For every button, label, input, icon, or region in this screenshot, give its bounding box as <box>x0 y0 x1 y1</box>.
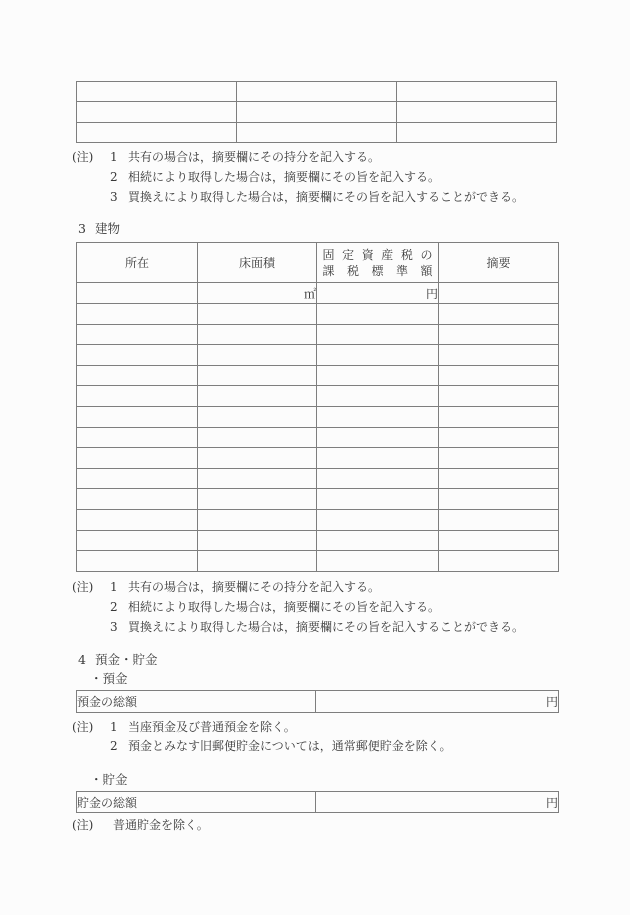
header-tax-line2: 課税標準額 <box>322 263 433 278</box>
empty-cell <box>198 510 317 531</box>
note-text: 預金とみなす旧郵便貯金については，通常郵便貯金を除く。 <box>128 739 452 753</box>
note-number: 3 <box>110 620 118 634</box>
empty-cell <box>317 489 439 510</box>
empty-cell <box>77 102 237 122</box>
empty-cell <box>439 345 559 366</box>
empty-cell <box>77 407 198 428</box>
empty-cell <box>198 386 317 407</box>
empty-cell <box>198 489 317 510</box>
note-prefix-label: (注) <box>72 150 94 164</box>
empty-cell <box>77 324 198 345</box>
empty-row <box>77 82 557 102</box>
empty-row <box>77 324 559 345</box>
empty-cell <box>77 551 198 572</box>
section-title: 建物 <box>95 221 121 236</box>
empty-cell <box>317 386 439 407</box>
empty-row <box>77 510 559 531</box>
empty-cell <box>439 386 559 407</box>
note-line <box>72 597 524 617</box>
empty-row <box>77 122 557 142</box>
unit-square-meters: ㎡ <box>198 283 317 304</box>
empty-cell <box>198 448 317 469</box>
deposit-total-row <box>77 691 559 713</box>
header-property-tax-base <box>317 243 439 283</box>
empty-cell <box>77 283 198 304</box>
empty-cell <box>317 468 439 489</box>
note-line <box>72 617 524 637</box>
empty-cell <box>77 489 198 510</box>
empty-cell <box>439 324 559 345</box>
empty-row <box>77 304 559 325</box>
empty-cell <box>237 82 397 102</box>
empty-cell <box>77 82 237 102</box>
land-notes <box>72 147 524 207</box>
header-location: 所在 <box>77 243 198 283</box>
note-text: 相続により取得した場合は，摘要欄にその旨を記入する。 <box>128 600 441 614</box>
note-prefix-label: (注) <box>72 580 94 594</box>
note-line <box>72 187 524 207</box>
note-text: 普通貯金を除く。 <box>113 818 209 832</box>
empty-cell <box>317 427 439 448</box>
note-line <box>72 815 209 835</box>
header-floor-area: 床面積 <box>198 243 317 283</box>
note-text: 当座預金及び普通預金を除く。 <box>128 720 296 734</box>
note-number: 2 <box>110 170 118 184</box>
empty-cell <box>198 551 317 572</box>
empty-cell <box>397 82 557 102</box>
savings-total-value-yen: 円 <box>316 792 559 813</box>
sub-heading-savings: ・貯金 <box>90 772 128 787</box>
note-text: 共有の場合は，摘要欄にその持分を記入する。 <box>128 580 381 594</box>
empty-cell <box>237 102 397 122</box>
note-number: 1 <box>110 150 118 164</box>
empty-cell <box>317 448 439 469</box>
empty-cell <box>198 345 317 366</box>
empty-cell <box>77 448 198 469</box>
empty-cell <box>77 365 198 386</box>
empty-cell <box>198 530 317 551</box>
note-text: 共有の場合は，摘要欄にその持分を記入する。 <box>128 150 381 164</box>
empty-row <box>77 448 559 469</box>
savings-total-table <box>76 791 559 813</box>
empty-cell <box>397 122 557 142</box>
section-number: 4 <box>78 652 86 667</box>
note-prefix-label: (注) <box>72 720 94 734</box>
note-text: 相続により取得した場合は，摘要欄にその旨を記入する。 <box>128 170 441 184</box>
empty-row <box>77 345 559 366</box>
empty-cell <box>439 365 559 386</box>
empty-cell <box>77 530 198 551</box>
empty-row <box>77 407 559 428</box>
section-number: 3 <box>78 221 86 236</box>
empty-cell <box>77 304 198 325</box>
header-tax-line1: 固定資産税の <box>322 247 433 262</box>
deposit-notes <box>72 718 452 756</box>
empty-cell <box>397 102 557 122</box>
empty-cell <box>317 345 439 366</box>
note-text: 買換えにより取得した場合は，摘要欄にその旨を記入することができる。 <box>128 190 525 204</box>
empty-cell <box>439 489 559 510</box>
empty-cell <box>77 427 198 448</box>
empty-cell <box>77 122 237 142</box>
note-text: 買換えにより取得した場合は，摘要欄にその旨を記入することができる。 <box>128 620 525 634</box>
empty-cell <box>317 304 439 325</box>
savings-total-label: 貯金の総額 <box>77 792 316 813</box>
note-number: 1 <box>110 580 118 594</box>
buildings-table <box>76 242 559 572</box>
note-number: 2 <box>110 739 118 753</box>
land-table-continuation <box>76 81 557 143</box>
note-prefix-spacer <box>72 167 110 187</box>
empty-cell <box>439 551 559 572</box>
note-prefix-spacer <box>72 187 110 207</box>
section-title: 預金・貯金 <box>95 652 158 667</box>
deposit-total-table <box>76 690 559 713</box>
deposit-total-value-yen: 円 <box>316 691 559 713</box>
empty-cell <box>439 530 559 551</box>
empty-cell <box>317 407 439 428</box>
empty-cell <box>198 407 317 428</box>
note-number: 3 <box>110 190 118 204</box>
empty-cell <box>317 551 439 572</box>
section-heading-buildings <box>78 221 120 237</box>
deposit-total-label: 預金の総額 <box>77 691 316 713</box>
note-prefix-spacer <box>72 617 110 637</box>
empty-cell <box>439 448 559 469</box>
empty-cell <box>317 324 439 345</box>
empty-cell <box>198 365 317 386</box>
empty-row <box>77 489 559 510</box>
note-line <box>72 737 452 756</box>
building-notes <box>72 577 524 637</box>
savings-note <box>72 815 209 835</box>
empty-cell <box>317 365 439 386</box>
empty-row <box>77 427 559 448</box>
note-line <box>72 718 452 737</box>
empty-cell <box>237 122 397 142</box>
unit-yen: 円 <box>317 283 439 304</box>
empty-row <box>77 365 559 386</box>
empty-row <box>77 468 559 489</box>
empty-row <box>77 530 559 551</box>
note-prefix-label: (注) <box>72 818 94 832</box>
sub-heading-deposit: ・預金 <box>90 671 128 686</box>
empty-cell <box>439 468 559 489</box>
empty-row <box>77 551 559 572</box>
note-line <box>72 167 524 187</box>
empty-cell <box>198 324 317 345</box>
savings-total-row <box>77 792 559 813</box>
note-number: 2 <box>110 600 118 614</box>
empty-cell <box>317 510 439 531</box>
note-prefix-spacer <box>72 737 110 756</box>
unit-row <box>77 283 559 304</box>
empty-cell <box>317 530 439 551</box>
note-line <box>72 147 524 167</box>
empty-cell <box>439 283 559 304</box>
buildings-header-row <box>77 243 559 283</box>
empty-cell <box>77 386 198 407</box>
note-line <box>72 577 524 597</box>
empty-cell <box>198 304 317 325</box>
empty-cell <box>77 468 198 489</box>
note-number: 1 <box>110 720 118 734</box>
empty-cell <box>198 468 317 489</box>
empty-cell <box>439 510 559 531</box>
empty-cell <box>439 427 559 448</box>
empty-cell <box>198 427 317 448</box>
empty-cell <box>439 304 559 325</box>
empty-cell <box>439 407 559 428</box>
empty-row <box>77 102 557 122</box>
note-prefix-spacer <box>72 597 110 617</box>
empty-cell <box>77 510 198 531</box>
empty-cell <box>77 345 198 366</box>
empty-row <box>77 386 559 407</box>
header-remarks: 摘要 <box>439 243 559 283</box>
section-heading-deposits <box>78 652 158 668</box>
